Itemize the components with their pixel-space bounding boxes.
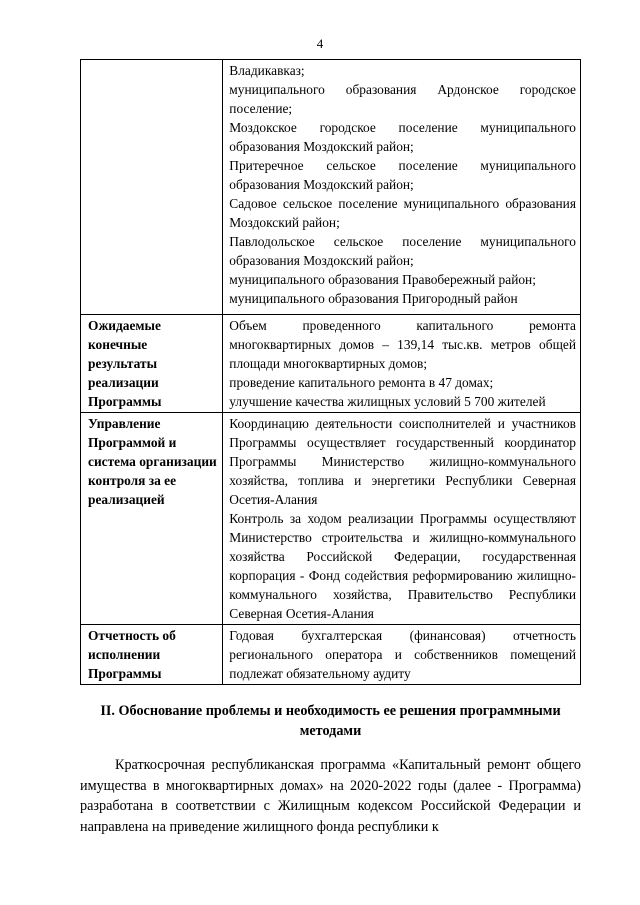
value-line: муниципального образования Ардонское городское поселение; bbox=[229, 82, 576, 116]
value-line: Садовое сельское поселение муниципального образования Моздокский район; bbox=[229, 196, 576, 230]
row-label: Отчетность об исполнении Программы bbox=[81, 625, 223, 685]
section-title: II. Обоснование проблемы и необходимость ее решения программными методами bbox=[100, 703, 561, 739]
table-row bbox=[81, 625, 581, 685]
table-row bbox=[81, 60, 581, 315]
body-paragraph: Краткосрочная республиканская программа «Капитальный ремонт общего имущества в многоквартирных домах» на 2020-2022 годы (далее - Программа) разработана в соответствии с Жилищным кодексом Российской Федерации и направлена на приведение жилищного фонда республики к bbox=[80, 757, 581, 835]
value-line: проведение капитального ремонта в 47 домах; bbox=[229, 375, 494, 390]
value-line: Павлодольское сельское поселение муниципального образования Моздокский район; bbox=[229, 234, 576, 268]
value-line: улучшение качества жилищных условий 5 700 жителей bbox=[229, 394, 546, 409]
row-value bbox=[223, 625, 581, 685]
table-row bbox=[81, 315, 581, 413]
value-line: Притеречное сельское поселение муниципального образования Моздокский район; bbox=[229, 158, 576, 192]
row-label: Управление Программой и система организации контроля за ее реализацией bbox=[81, 413, 223, 625]
value-line: Объем проведенного капитального ремонта многоквартирных домов – 139,14 тыс.кв. метров общей площади многоквартирных домов; bbox=[229, 318, 576, 371]
row-value bbox=[223, 315, 581, 413]
page-number: 4 bbox=[316, 36, 324, 51]
program-passport-table bbox=[80, 59, 581, 685]
value-line: Контроль за ходом реализации Программы осуществляют Министерство строительства и жилищно-коммунального хозяйства Российской Федерации, государственная корпорация - Фонд содействия реформированию жилищно-коммунального хозяйства, Правительство Республики Северная Осетия-Алания bbox=[229, 511, 576, 621]
row-label bbox=[81, 60, 223, 315]
table-row bbox=[81, 413, 581, 625]
value-line: Владикавказ; bbox=[229, 63, 305, 78]
value-line: Моздокское городское поселение муниципального образования Моздокский район; bbox=[229, 120, 576, 154]
row-value bbox=[223, 60, 581, 315]
value-line: муниципального образования Пригородный район bbox=[229, 291, 518, 306]
row-value bbox=[223, 413, 581, 625]
row-label: Ожидаемые конечные результаты реализации Программы bbox=[81, 315, 223, 413]
value-line: муниципального образования Правобережный район; bbox=[229, 272, 536, 287]
value-line: Годовая бухгалтерская (финансовая) отчетность регионального оператора и собственников помещений подлежат обязательному аудиту bbox=[229, 628, 576, 681]
value-line: Координацию деятельности соисполнителей и участников Программы осуществляет государственный координатор Программы Министерство жилищно-коммунального хозяйства, топлива и энергетики Республики Северная Осетия-Алания bbox=[229, 416, 576, 507]
